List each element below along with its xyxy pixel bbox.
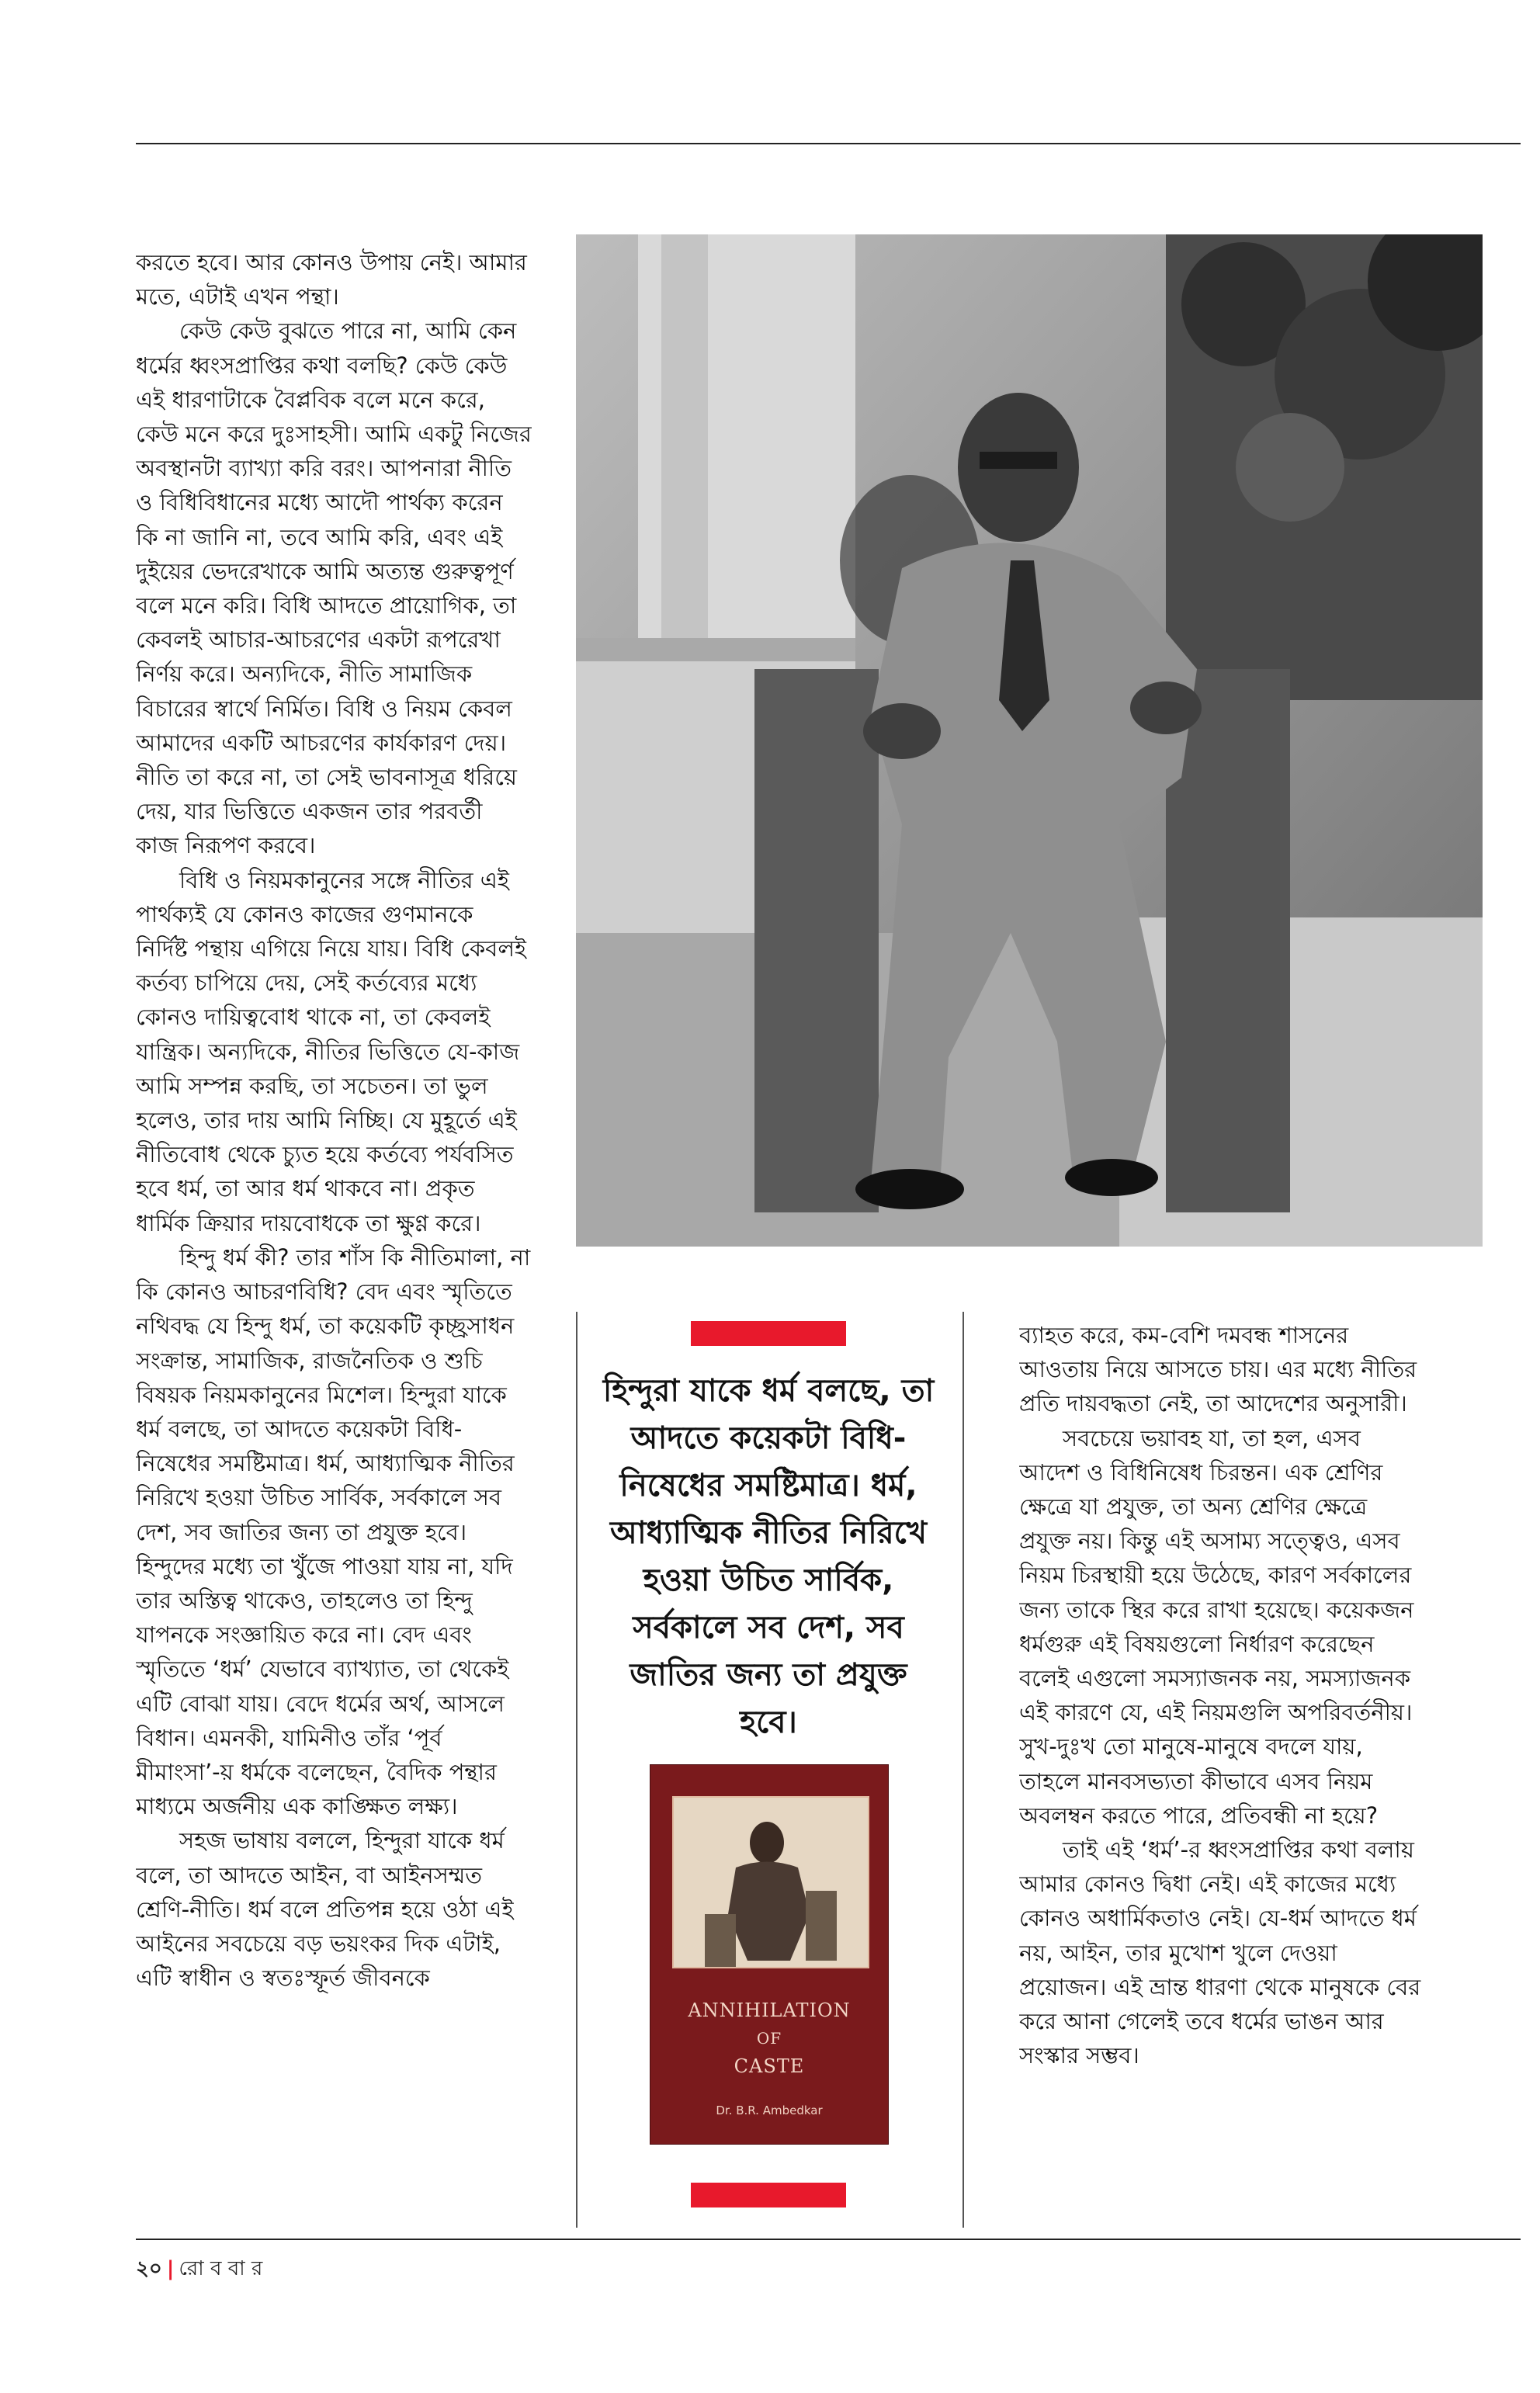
ambedkar-photo <box>576 234 1483 1247</box>
footer-separator: | <box>166 2257 175 2280</box>
bottom-rule <box>136 2239 1521 2240</box>
book-author: Dr. B.R. Ambedkar <box>716 2103 823 2117</box>
book-title <box>650 1996 888 2080</box>
column-divider-left <box>576 1312 578 2228</box>
paragraph: হিন্দু ধর্ম কী? তার শাঁস কি নীতিমালা, না কি কোনও আচরণবিধি? বেদ এবং স্মৃতিতে নথিবদ্ধ যে হিন্দু ধর্ম, তা কয়েকটি কৃচ্ছ্রসাধন সংক্রান্ত, সামাজিক, রাজনৈতিক ও শুচি বিষয়ক নিয়মকানুনের মিশেল। হিন্দুরা যাকে ধর্ম বলছে, তা আদতে কয়েকটা বিধি-নিষেধের সমষ্টিমাত্র। ধর্ম, আধ্যাত্মিক নীতির নিরিখে হওয়া উচিত সার্বিক, সর্বকালে সব দেশ, সব জাতির জন্য তা প্রযুক্ত হবে। হিন্দুদের মধ্যে তা খুঁজে পাওয়া যায় না, যদি তার অস্তিত্ব থাকেও, তাহলেও তা হিন্দু যাপনকে সংজ্ঞায়িত করে না। বেদ এবং স্মৃতিতে ‘ধর্ম’ যেভাবে ব্যাখ্যাত, তা থেকেই এটি বোঝা যায়। বেদে ধর্মের অর্থ, আসলে বিধান। এমনকী, যামিনীও তাঁর ‘পূর্ব মীমাংসা’-য় ধর্মকে বলেছেন, বৈদিক পন্থার মাধ্যমে অর্জনীয় এক কাঙ্ক্ষিত লক্ষ্য। <box>136 1243 531 1820</box>
article-column-right <box>1019 1318 1423 2234</box>
article-column-left <box>136 245 532 2232</box>
pullquote-bottom-bar <box>691 2183 846 2207</box>
paragraph: সহজ ভাষায় বললে, হিন্দুরা যাকে ধর্ম বলে, তা আদতে আইন, বা আইনসম্মত শ্রেণি-নীতি। ধর্ম বলে প্রতিপন্ন হয়ে ওঠা এই আইনের সবচেয়ে বড় ভয়ংকর দিক এটাই, এটি স্বাধীন ও স্বতঃস্ফূর্ত জীবনকে <box>136 1827 514 1992</box>
paragraph: তাই এই ‘ধর্ম’-র ধ্বংসপ্রাপ্তির কথা বলায় আমার কোনও দ্বিধা নেই। এই কাজের মধ্যে কোনও অধার্মিকতাও নেই। যে-ধর্ম আদতে ধর্ম নয়, আইন, তার মুখোশ খুলে দেওয়া প্রয়োজন। এই ভ্রান্ত ধারণা থেকে মানুষকে বের করে আনা গেলেই তবে ধর্মের ভাঙন আর সংস্কার সম্ভব। <box>1019 1836 1421 2069</box>
paragraph: সবচেয়ে ভয়াবহ যা, তা হল, এসব আদেশ ও বিধিনিষেধ চিরন্তন। এক শ্রেণির ক্ষেত্রে যা প্রযুক্ত, তা অন্য শ্রেণির ক্ষেত্রে প্রযুক্ত নয়। কিন্তু এই অসাম্য সত্ত্বেও, এসব নিয়ম চিরস্থায়ী হয়ে উঠেছে, কারণ সর্বকালের জন্য তাকে স্থির করে রাখা হয়েছে। কয়েকজন ধর্মগুরু এই বিষয়গুলো নির্ধারণ করেছেন বলেই এগুলো সমস্যাজনক নয়, সমস্যাজনক এই কারণে যে, এই নিয়মগুলি অপরিবর্তনীয়। সুখ-দুঃখ তো মানুষে-মানুষে বদলে যায়, তাহলে মানবসভ্যতা কীভাবে এসব নিয়ম অবলম্বন করতে পারে, প্রতিবন্ধী না হয়ে? <box>1019 1424 1414 1829</box>
top-rule <box>136 143 1521 144</box>
paragraph: কেউ কেউ বুঝতে পারে না, আমি কেন ধর্মের ধ্বংসপ্রাপ্তির কথা বলছি? কেউ কেউ এই ধারণাটাকে বৈপ্লবিক বলে মনে করে, কেউ মনে করে দুঃসাহসী। আমি একটু নিজের অবস্থানটা ব্যাখ্যা করি বরং। আপনারা নীতি ও বিধিবিধানের মধ্যে আদৌ পার্থক্য করেন কি না জানি না, তবে আমি করি, এবং এই দুইয়ের ভেদরেখাকে আমি অত্যন্ত গুরুত্বপূর্ণ বলে মনে করি। বিধি আদতে প্রায়োগিক, তা কেবলই আচার-আচরণের একটা রূপরেখা নির্ণয় করে। অন্যদিকে, নীতি সামাজিক বিচারের স্বার্থে নির্মিত। বিধি ও নিয়ম কেবল আমাদের একটি আচরণের কার্যকারণ দেয়। নীতি তা করে না, তা সেই ভাবনাসূত্র ধরিয়ে দেয়, যার ভিত্তিতে একজন তার পরবর্তী কাজ নিরূপণ করবে। <box>136 317 532 859</box>
publication-name: রো ব বা র <box>179 2257 263 2280</box>
book-title-line: OF <box>756 2029 782 2048</box>
page-number: ২০ <box>136 2257 162 2280</box>
pull-quote: হিন্দুরা যাকে ধর্ম বলছে, তা আদতে কয়েকটা বিধি-নিষেধের সমষ্টিমাত্র। ধর্ম, আধ্যাত্মিক নীতির নিরিখে হওয়া উচিত সার্বিক, সর্বকালে সব দেশ, সব জাতির জন্য তা প্রযুক্ত হবে। <box>602 1373 935 1740</box>
book-title-line: CASTE <box>734 2055 805 2077</box>
paragraph: বিধি ও নিয়মকানুনের সঙ্গে নীতির এই পার্থক্যই যে কোনও কাজের গুণমানকে নির্দিষ্ট পন্থায় এগিয়ে নিয়ে যায়। বিধি কেবলই কর্তব্য চাপিয়ে দেয়, সেই কর্তব্যের মধ্যে কোনও দায়িত্ববোধ থাকে না, তা কেবলই যান্ত্রিক। অন্যদিকে, নীতির ভিত্তিতে যে-কাজ আমি সম্পন্ন করছি, তা সচেতন। তা ভুল হলেও, তার দায় আমি নিচ্ছি। যে মুহূর্তে এই নীতিবোধ থেকে চ্যুত হয়ে কর্তব্যে পর্যবসিত হবে ধর্ম, তা আর ধর্ম থাকবে না। প্রকৃত ধার্মিক ক্রিয়ার দায়বোধকে তা ক্ষুণ্ণ করে। <box>136 866 527 1236</box>
paragraph: করতে হবে। আর কোনও উপায় নেই। আমার মতে, এটাই এখন পন্থা। <box>136 249 527 310</box>
pullquote-top-bar <box>691 1321 846 1346</box>
paragraph: ব্যাহত করে, কম-বেশি দমবন্ধ শাসনের আওতায় নিয়ে আসতে চায়। এর মধ্যে নীতির প্রতি দায়বদ্ধতা নেই, তা আদেশের অনুসারী। <box>1019 1322 1417 1417</box>
book-cover <box>650 1765 888 2144</box>
column-divider-right <box>962 1312 964 2228</box>
page-footer <box>136 2256 262 2282</box>
author-portrait <box>672 1796 869 1968</box>
book-title-line: ANNIHILATION <box>688 1999 851 2021</box>
